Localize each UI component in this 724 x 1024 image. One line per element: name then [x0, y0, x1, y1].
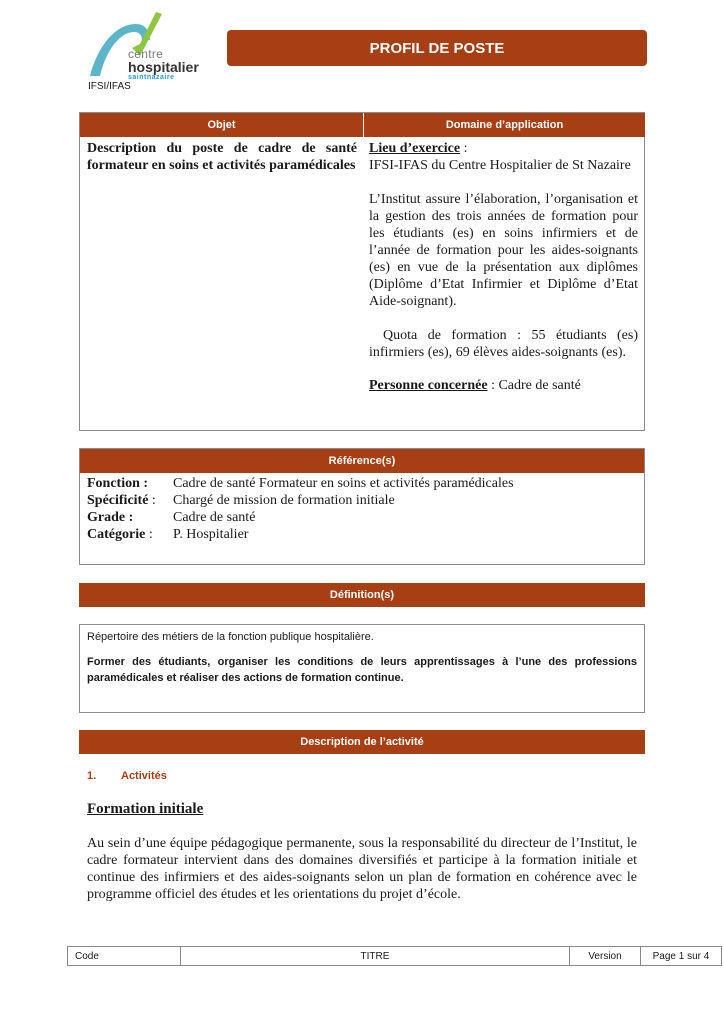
- footer-table: [67, 946, 722, 966]
- domaine-header: Domaine d’application: [364, 113, 645, 137]
- categorie-value: P. Hospitalier: [173, 527, 249, 542]
- column-divider: [363, 113, 364, 137]
- reference-values: [173, 475, 633, 543]
- section-heading: [87, 770, 167, 782]
- logo-line-hospitalier: hospitalier: [128, 59, 199, 75]
- formation-initiale-title: Formation initiale: [87, 801, 204, 817]
- institut-text: L’Institut assure l’élaboration, l’organisation et la gestion des trois années de formation pour les étudiants (es) en soins infirmiers et de l’année de formation pour les aides-soignants (es) en vue de la présentation aux diplômes (Diplôme d’Etat Infirmier et Diplôme d’Etat Aide-soignant).: [369, 192, 638, 309]
- definitions-box: [79, 624, 645, 713]
- ifsi-label: IFSI/IFAS: [88, 81, 131, 92]
- definitions-header: Définition(s): [79, 583, 645, 607]
- grade-value: Cadre de santé: [173, 510, 256, 525]
- poste-description: Description du poste de cadre de santé formateur en soins et activités paramédicales: [87, 141, 357, 173]
- footer-version: Version: [569, 946, 641, 966]
- grade-label: Grade :: [87, 510, 134, 525]
- footer-page: Page 1 sur 4: [640, 946, 722, 966]
- definition-text: Former des étudiants, organiser les conditions de leurs apprentissages à l’une des professions paramédicales et réaliser des actions de formation continue.: [87, 656, 637, 684]
- page-title: PROFIL DE POSTE: [227, 30, 647, 66]
- categorie-label: Catégorie :: [87, 527, 153, 542]
- quota-text: Quota de formation : 55 étudiants (es) infirmiers (es), 69 élèves aides-soignants (es).: [369, 328, 638, 360]
- section-title: Activités: [121, 770, 167, 782]
- specificite-value: Chargé de mission de formation initiale: [173, 493, 395, 508]
- section-number: 1.: [87, 770, 97, 782]
- domaine-content: [369, 140, 638, 394]
- references-header: Référence(s): [80, 449, 644, 473]
- lieu-value: IFSI-IFAS du Centre Hospitalier de St Nazaire: [369, 158, 631, 173]
- personne-value: : Cadre de santé: [487, 378, 581, 393]
- fonction-value: Cadre de santé Formateur en soins et activités paramédicales: [173, 476, 514, 491]
- activite-header: Description de l’activité: [79, 730, 645, 754]
- references-box: [79, 448, 645, 565]
- formation-paragraph: Au sein d’une équipe pédagogique permanente, sous la responsabilité du directeur de l’Institut, le cadre formateur intervient dans des domaines diversifiés et participe à la formation initiale et continue des infirmiers et des aides-soignants selon un plan de formation en cohérence avec le programme officiel des études et les orientations du projet d’école.: [87, 836, 637, 902]
- objet-table: [79, 112, 645, 431]
- lieu-sep: :: [460, 141, 468, 156]
- reference-labels: [87, 475, 172, 543]
- lieu-label: Lieu d’exercice: [369, 141, 461, 156]
- personne-label: Personne concernée: [369, 378, 488, 393]
- lieu-line: [369, 140, 638, 157]
- personne-line: [369, 377, 638, 394]
- objet-header: Objet: [80, 113, 363, 137]
- fonction-label: Fonction :: [87, 476, 149, 491]
- repertoire-text: Répertoire des métiers de la fonction publique hospitalière.: [87, 631, 374, 643]
- footer-titre: TITRE: [180, 946, 570, 966]
- logo-line-centre: centre: [128, 47, 164, 61]
- footer-code: Code: [67, 946, 181, 966]
- logo-line-saintnazaire: saintnazaire: [128, 74, 175, 81]
- logo-text: [128, 48, 199, 81]
- specificite-label: Spécificité :: [87, 493, 156, 508]
